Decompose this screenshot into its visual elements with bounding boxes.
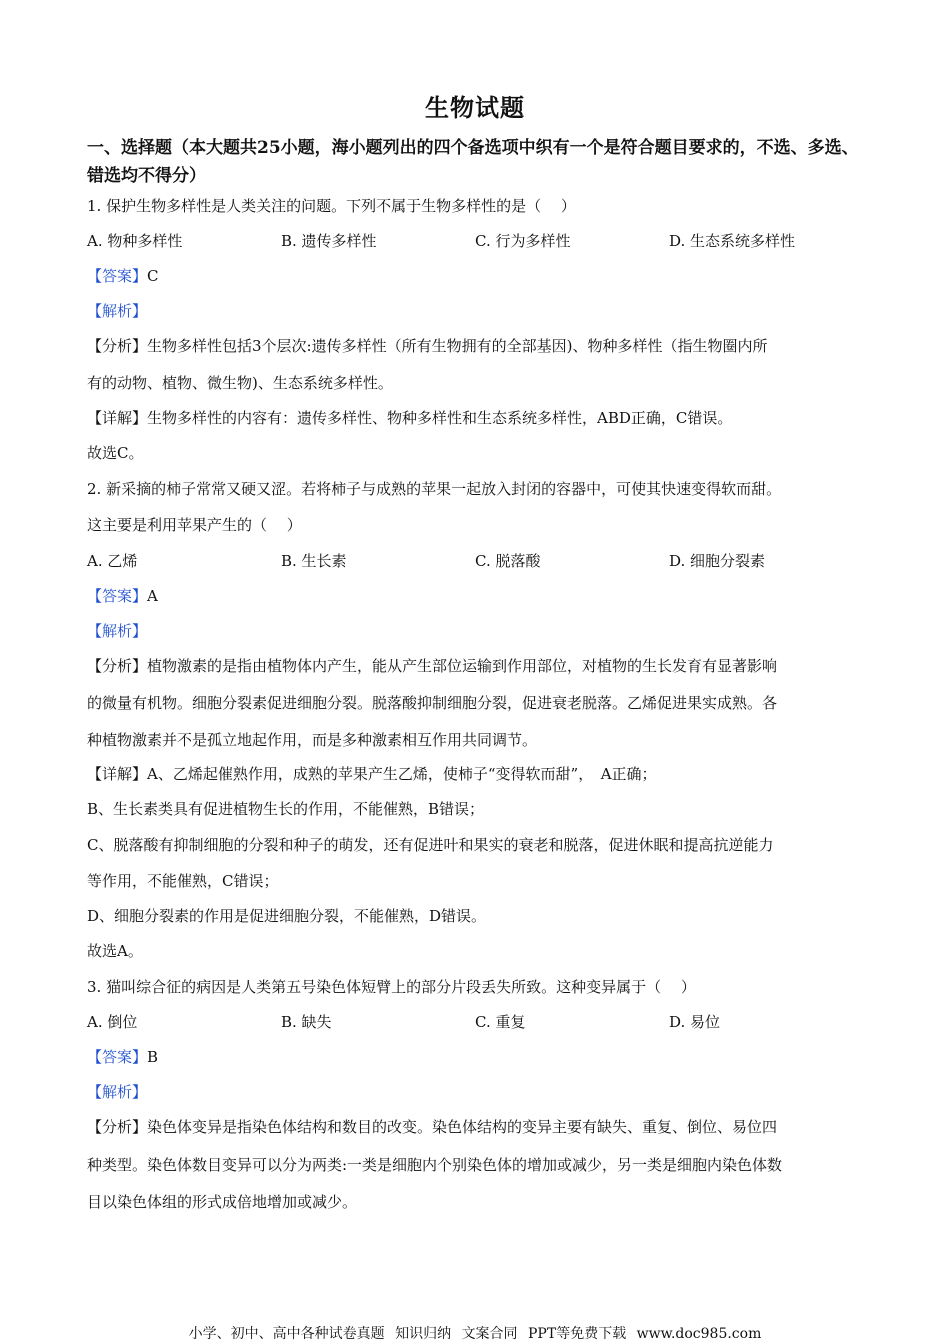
footer-item: PPT等免费下载 — [528, 1326, 627, 1342]
q2-stem-line-2: 这主要是利用苹果产生的（ ） — [87, 516, 302, 534]
q1-option-a: A. 物种多样性 — [87, 232, 183, 250]
q3-fenxi-line-1 — [87, 1117, 877, 1137]
fenxi-tag: 【分析】 — [87, 337, 148, 355]
analysis-tag: 【解析】 — [87, 302, 148, 320]
footer-item: 小学、初中、高中各种试卷真题 — [188, 1326, 385, 1342]
q3-option-a: A. 倒位 — [87, 1013, 138, 1031]
q3-option-c: C. 重复 — [475, 1013, 526, 1031]
q1-stem: 1. 保护生物多样性是人类关注的问题。下列不属于生物多样性的是（ ） — [87, 197, 576, 215]
q2-detail-line-2: B、生长素类具有促进植物生长的作用，不能催熟，B错误； — [87, 800, 485, 818]
q2-answer-value: A — [147, 587, 158, 605]
q2-analysis — [87, 621, 877, 641]
q3-fenxi-line-3: 目以染色体组的形式成倍地增加或减少。 — [87, 1193, 358, 1211]
q2-detail-text-1: A、乙烯起催熟作用，成熟的苹果产生乙烯，使柿子“变得软而甜”， A正确； — [147, 765, 657, 783]
q1-conclusion: 故选C。 — [87, 444, 144, 462]
q2-fenxi-text-1: 植物激素的是指由植物体内产生，能从产生部位运输到作用部位，对植物的生长发育有显著影响 — [147, 657, 778, 675]
q1-detail-text-1: 生物多样性的内容有：遗传多样性、物种多样性和生态系统多样性，ABD正确，C错误。 — [147, 409, 733, 427]
q3-answer — [87, 1047, 877, 1067]
q1-detail-line-1 — [87, 408, 877, 428]
analysis-tag: 【解析】 — [87, 1083, 148, 1101]
q1-analysis — [87, 301, 877, 321]
q2-detail-line-5: D、细胞分裂素的作用是促进细胞分裂，不能催熟，D错误。 — [87, 907, 487, 925]
footer-item: 文案合同 — [461, 1326, 518, 1342]
page-title: 生物试题 — [425, 93, 525, 122]
q2-detail-line-4: 等作用，不能催熟，C错误； — [87, 872, 279, 890]
answer-tag: 【答案】 — [87, 587, 148, 605]
q2-answer — [87, 586, 877, 606]
q3-stem: 3. 猫叫综合征的病因是人类第五号染色体短臂上的部分片段丢失所致。这种变异属于（ ） — [87, 978, 696, 996]
q1-fenxi-line-1 — [87, 336, 877, 356]
q2-detail-line-3: C、脱落酸有抑制细胞的分裂和种子的萌发，还有促进叶和果实的衰老和脱落，促进休眠和提高抗逆能力 — [87, 836, 774, 854]
q3-fenxi-line-2: 种类型。染色体数目变异可以分为两类:一类是细胞内个别染色体的增加或减少，另一类是细胞内染色体数 — [87, 1156, 783, 1174]
page-footer — [0, 1323, 950, 1343]
q1-option-b: B. 遗传多样性 — [281, 232, 377, 250]
q2-option-d: D. 细胞分裂素 — [669, 552, 766, 570]
answer-tag: 【答案】 — [87, 267, 148, 285]
q3-fenxi-text-1: 染色体变异是指染色体结构和数目的改变。染色体结构的变异主要有缺失、重复、倒位、易位四 — [147, 1118, 778, 1136]
q3-option-b: B. 缺失 — [281, 1013, 332, 1031]
footer-item: 知识归纳 — [395, 1326, 452, 1342]
q1-fenxi-line-2: 有的动物、植物、微生物)、生态系统多样性。 — [87, 374, 393, 392]
q3-answer-value: B — [147, 1048, 159, 1066]
q3-analysis — [87, 1082, 877, 1102]
analysis-tag: 【解析】 — [87, 622, 148, 640]
q1-answer-value: C — [147, 267, 159, 285]
q3-option-d: D. 易位 — [669, 1013, 721, 1031]
q1-option-d: D. 生态系统多样性 — [669, 232, 796, 250]
q2-detail-line-1 — [87, 764, 877, 784]
answer-tag: 【答案】 — [87, 1048, 148, 1066]
q2-option-a: A. 乙烯 — [87, 552, 138, 570]
q1-option-c: C. 行为多样性 — [475, 232, 571, 250]
q2-fenxi-line-3: 种植物激素并不是孤立地起作用，而是多种激素相互作用共同调节。 — [87, 731, 538, 749]
q2-option-b: B. 生长素 — [281, 552, 347, 570]
q2-stem-line-1: 2. 新采摘的柿子常常又硬又涩。若将柿子与成熟的苹果一起放入封闭的容器中，可使其快速变得软而甜。 — [87, 480, 782, 498]
q2-option-c: C. 脱落酸 — [475, 552, 541, 570]
q2-fenxi-line-1 — [87, 656, 877, 676]
q1-fenxi-text-1: 生物多样性包括3个层次:遗传多样性（所有生物拥有的全部基因)、物种多样性（指生物圈内所 — [147, 337, 768, 355]
q2-fenxi-line-2: 的微量有机物。细胞分裂素促进细胞分裂。脱落酸抑制细胞分裂，促进衰老脱落。乙烯促进果实成熟。各 — [87, 694, 778, 712]
q2-conclusion: 故选A。 — [87, 942, 143, 960]
fenxi-tag: 【分析】 — [87, 1118, 148, 1136]
footer-link[interactable]: www.doc985.com — [636, 1326, 762, 1342]
detail-tag: 【详解】 — [87, 409, 148, 427]
fenxi-tag: 【分析】 — [87, 657, 148, 675]
detail-tag: 【详解】 — [87, 765, 148, 783]
q1-answer — [87, 266, 877, 286]
section-header: 一、选择题（本大题共25小题，海小题列出的四个备选项中织有一个是符合题目要求的，不选、多选、错选均不得分） — [87, 138, 859, 186]
